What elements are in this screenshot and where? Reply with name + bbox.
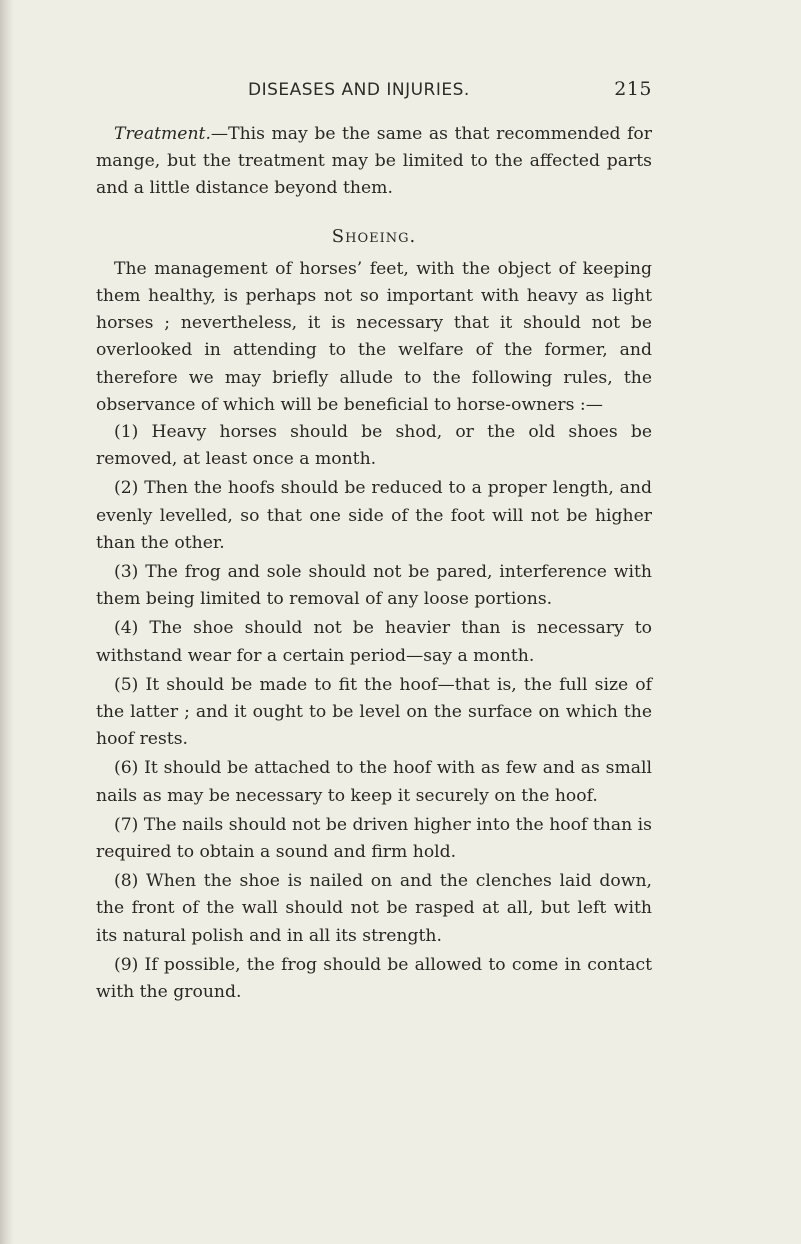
book-page: [96, 72, 652, 1008]
treatment-paragraph: [96, 121, 652, 203]
rule-item: (5) It should be made to fit the hoof—that is, the full size of the latter ; and it ought to be level on the surface on which the hoof rests.: [96, 674, 652, 750]
running-title: DISEASES AND INJURIES.: [248, 80, 470, 100]
rule-item: (2) Then the hoofs should be reduced to a proper length, and evenly levelled, so that one side of the foot will not be higher than the other.: [96, 478, 652, 553]
page-number: 215: [614, 78, 652, 100]
rule-item: (9) If possible, the frog should be allowed to come in contact with the ground.: [96, 954, 652, 1003]
rule-item: (4) The shoe should not be heavier than is necessary to withstand wear for a certain period—say a month.: [96, 618, 652, 666]
body-text: [96, 121, 652, 1006]
section-heading: Shoeing.: [331, 225, 417, 247]
rule-item: (1) Heavy horses should be shod, or the old shoes be removed, at least once a month.: [96, 422, 652, 470]
intro-paragraph: The management of horses’ feet, with the object of keeping them healthy, is perhaps not so important with heavy as light horses ; nevertheless, it is necessary that it should not be overlooked in attending to the welfare of the former, and therefore we may briefly allude to the following rules, the observance of which will be beneficial to horse-owners :—: [96, 258, 652, 415]
rule-item: (8) When the shoe is nailed on and the clenches laid down, the front of the wall should not be rasped at all, but left with its natural polish and in all its strength.: [96, 871, 652, 946]
treatment-text: —This may be the same as that recommended for mange, but the treatment may be limited to the affected parts and a little distance beyond them.: [96, 124, 652, 199]
page-gutter-shadow: [0, 0, 14, 1244]
treatment-label: Treatment.: [114, 124, 211, 144]
rule-item: (3) The frog and sole should not be pared, interference with them being limited to removal of any loose portions.: [96, 562, 652, 610]
running-header: [96, 72, 652, 102]
rule-item: (7) The nails should not be driven higher into the hoof than is required to obtain a sound and firm hold.: [96, 814, 652, 863]
rule-item: (6) It should be attached to the hoof with as few and as small nails as may be necessary to keep it securely on the hoof.: [96, 758, 652, 806]
